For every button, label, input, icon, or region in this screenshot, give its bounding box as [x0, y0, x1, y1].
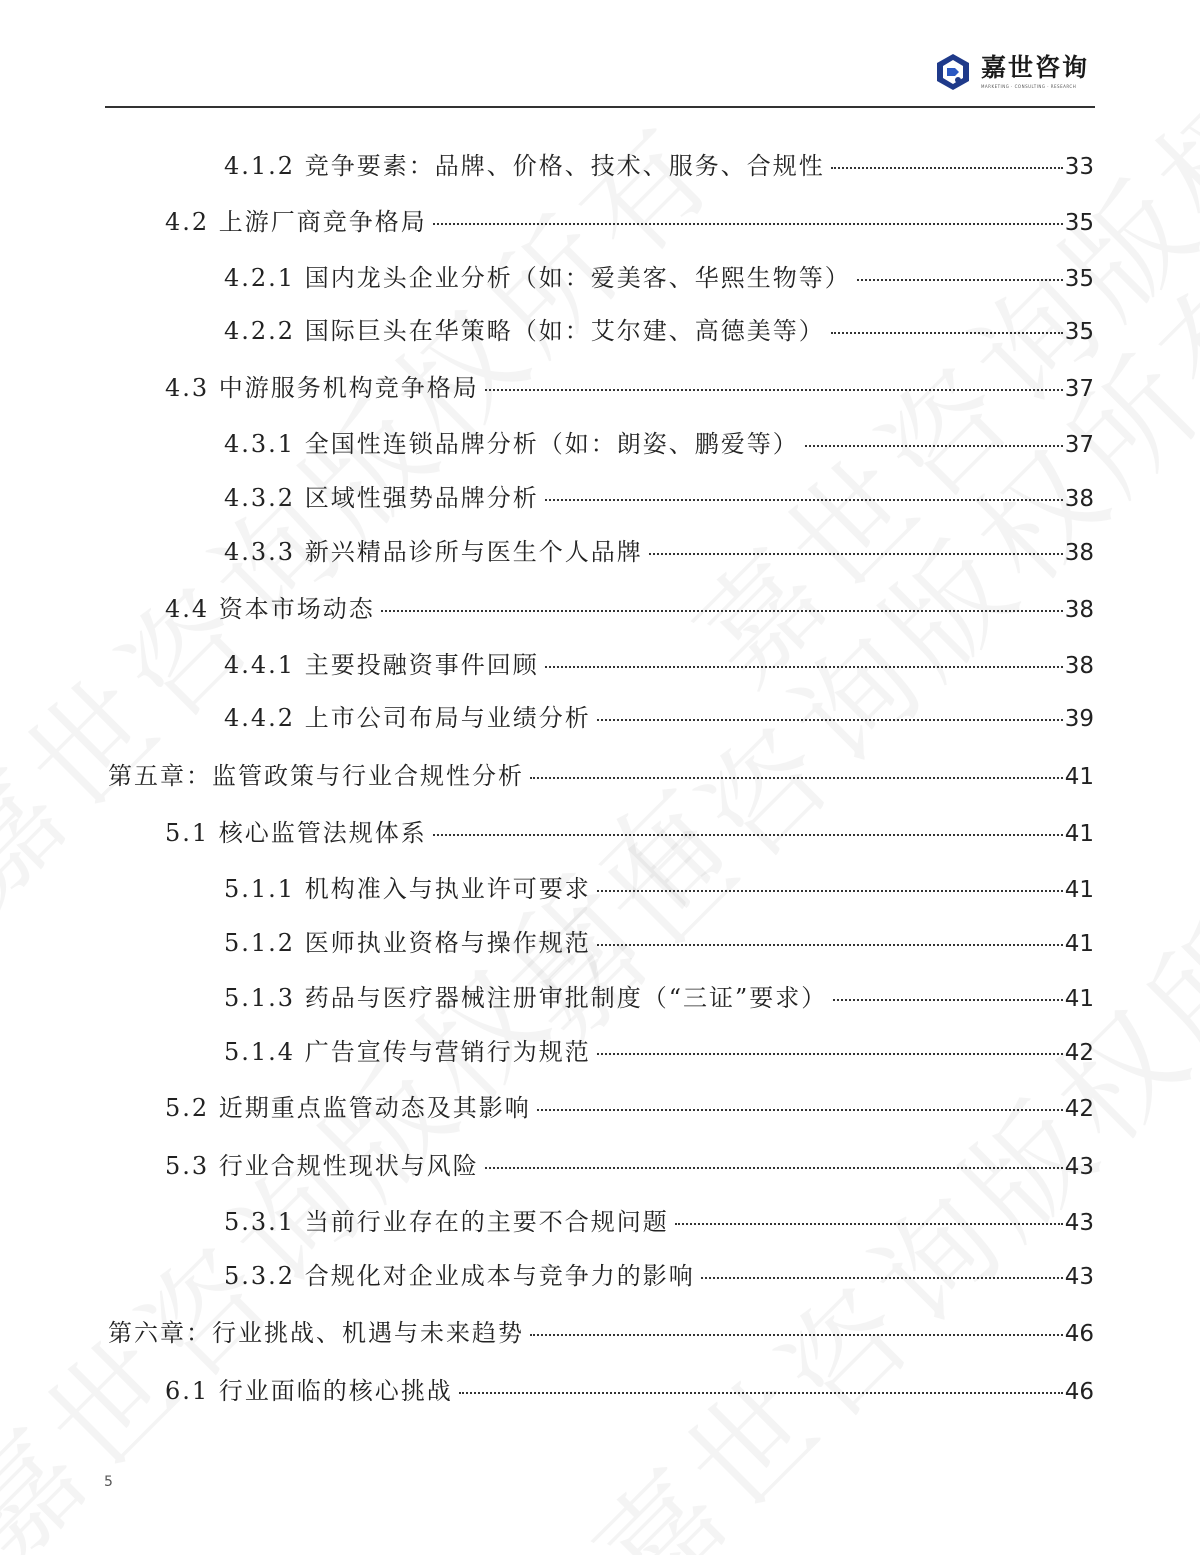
- toc-entry-page: 35: [1064, 319, 1094, 345]
- toc-dot-leader: [597, 718, 1063, 721]
- toc-entry-label: 5.1.3 药品与医疗器械注册审批制度（“三证”要求）: [224, 984, 828, 1012]
- toc-dot-leader: [831, 166, 1063, 169]
- toc-entry-page: 35: [1064, 210, 1094, 236]
- toc-dot-leader: [597, 943, 1063, 946]
- toc-entry-label: 4.2.2 国际巨头在华策略（如：艾尔建、高德美等）: [224, 317, 825, 345]
- page-header: [105, 40, 1095, 108]
- toc-entry[interactable]: [224, 258, 1094, 292]
- toc-entry[interactable]: [165, 589, 1094, 623]
- page-number: 5: [104, 1474, 113, 1490]
- toc-dot-leader: [833, 998, 1062, 1001]
- toc-entry-page: 35: [1064, 266, 1094, 292]
- toc-entry-page: 37: [1064, 376, 1094, 402]
- company-name: 嘉世咨询: [980, 53, 1089, 82]
- toc-dot-leader: [545, 498, 1063, 501]
- toc-entry-page: 46: [1064, 1321, 1094, 1347]
- toc-entry-page: 43: [1064, 1210, 1094, 1236]
- toc-entry-page: 38: [1064, 486, 1094, 512]
- toc-entry-page: 38: [1064, 540, 1094, 566]
- toc-entry-label: 4.3 中游服务机构竞争格局: [165, 374, 479, 402]
- toc-entry-page: 41: [1064, 764, 1094, 790]
- toc-dot-leader: [545, 665, 1063, 668]
- toc-entry[interactable]: [165, 1371, 1094, 1405]
- toc-entry[interactable]: [224, 478, 1094, 512]
- toc-entry-label: 4.1.2 竞争要素：品牌、价格、技术、服务、合规性: [224, 152, 825, 180]
- toc-entry-label: 5.1.1 机构准入与执业许可要求: [224, 875, 591, 903]
- toc-entry-label: 第五章：监管政策与行业合规性分析: [108, 762, 524, 790]
- toc-entry-page: 33: [1064, 154, 1094, 180]
- toc-entry-page: 46: [1064, 1379, 1094, 1405]
- toc-entry-label: 4.2 上游厂商竞争格局: [165, 208, 427, 236]
- toc-entry-label: 4.2.1 国内龙头企业分析（如：爱美客、华熙生物等）: [224, 264, 851, 292]
- toc-entry-label: 4.4.2 上市公司布局与业绩分析: [224, 704, 591, 732]
- toc-entry-page: 41: [1064, 821, 1094, 847]
- toc-entry-label: 5.3.2 合规化对企业成本与竞争力的影响: [224, 1262, 695, 1290]
- toc-dot-leader: [597, 1052, 1063, 1055]
- toc-entry[interactable]: [224, 1256, 1094, 1290]
- company-logo-icon: [933, 52, 973, 92]
- toc-entry[interactable]: [224, 311, 1094, 345]
- company-logo: [933, 52, 1089, 92]
- toc-entry-page: 41: [1064, 931, 1094, 957]
- toc-dot-leader: [530, 776, 1063, 779]
- toc-entry[interactable]: [224, 1202, 1094, 1236]
- toc-entry-label: 5.3 行业合规性现状与风险: [165, 1152, 479, 1180]
- toc-entry-page: 42: [1064, 1040, 1094, 1066]
- toc-entry[interactable]: [108, 1313, 1094, 1347]
- toc-entry[interactable]: [224, 146, 1094, 180]
- toc-dot-leader: [485, 388, 1063, 391]
- toc-dot-leader: [805, 444, 1063, 447]
- toc-entry-label: 4.3.3 新兴精品诊所与医生个人品牌: [224, 538, 643, 566]
- toc-dot-leader: [597, 889, 1063, 892]
- toc-entry[interactable]: [165, 1146, 1094, 1180]
- toc-dot-leader: [537, 1108, 1063, 1111]
- toc-entry-page: 41: [1064, 877, 1094, 903]
- toc-entry-page: 39: [1064, 706, 1094, 732]
- toc-dot-leader: [701, 1276, 1063, 1279]
- toc-entry-page: 37: [1064, 432, 1094, 458]
- toc-entry-label: 5.2 近期重点监管动态及其影响: [165, 1094, 531, 1122]
- toc-entry-label: 5.1.4 广告宣传与营销行为规范: [224, 1038, 591, 1066]
- toc-entry[interactable]: [165, 202, 1094, 236]
- toc-entry[interactable]: [224, 698, 1094, 732]
- toc-entry[interactable]: [224, 869, 1094, 903]
- toc-entry-label: 4.4.1 主要投融资事件回顾: [224, 651, 539, 679]
- toc-entry[interactable]: [224, 645, 1094, 679]
- toc-entry-page: 41: [1064, 986, 1094, 1012]
- toc-entry-label: 5.3.1 当前行业存在的主要不合规问题: [224, 1208, 669, 1236]
- toc-dot-leader: [675, 1222, 1063, 1225]
- toc-entry-page: 43: [1064, 1264, 1094, 1290]
- toc-entry[interactable]: [224, 424, 1094, 458]
- toc-entry[interactable]: [108, 756, 1094, 790]
- toc-entry[interactable]: [224, 923, 1094, 957]
- toc-entry[interactable]: [165, 1088, 1094, 1122]
- toc-dot-leader: [459, 1391, 1063, 1394]
- toc-entry[interactable]: [224, 532, 1094, 566]
- toc-entry-page: 38: [1064, 597, 1094, 623]
- toc-entry[interactable]: [165, 813, 1094, 847]
- toc-dot-leader: [649, 552, 1063, 555]
- toc-dot-leader: [857, 278, 1063, 281]
- toc-entry-label: 4.3.2 区域性强势品牌分析: [224, 484, 539, 512]
- toc-dot-leader: [433, 222, 1063, 225]
- toc-entry-label: 6.1 行业面临的核心挑战: [165, 1377, 453, 1405]
- company-tagline: MARKETING · CONSULTING · RESEARCH: [980, 84, 1077, 89]
- toc-entry-label: 4.3.1 全国性连锁品牌分析（如：朗姿、鹏爱等）: [224, 430, 799, 458]
- toc-entry[interactable]: [224, 1032, 1094, 1066]
- toc-entry-page: 38: [1064, 653, 1094, 679]
- toc-dot-leader: [433, 833, 1063, 836]
- toc-entry-page: 43: [1064, 1154, 1094, 1180]
- toc-dot-leader: [485, 1166, 1063, 1169]
- toc-entry[interactable]: [165, 368, 1094, 402]
- toc-dot-leader: [381, 609, 1063, 612]
- toc-entry[interactable]: [224, 978, 1094, 1012]
- toc-entry-page: 42: [1064, 1096, 1094, 1122]
- toc-entry-label: 5.1 核心监管法规体系: [165, 819, 427, 847]
- toc-entry-label: 5.1.2 医师执业资格与操作规范: [224, 929, 591, 957]
- toc-dot-leader: [831, 331, 1063, 334]
- toc-entry-label: 4.4 资本市场动态: [165, 595, 375, 623]
- toc-entry-label: 第六章：行业挑战、机遇与未来趋势: [108, 1319, 524, 1347]
- toc-dot-leader: [530, 1333, 1063, 1336]
